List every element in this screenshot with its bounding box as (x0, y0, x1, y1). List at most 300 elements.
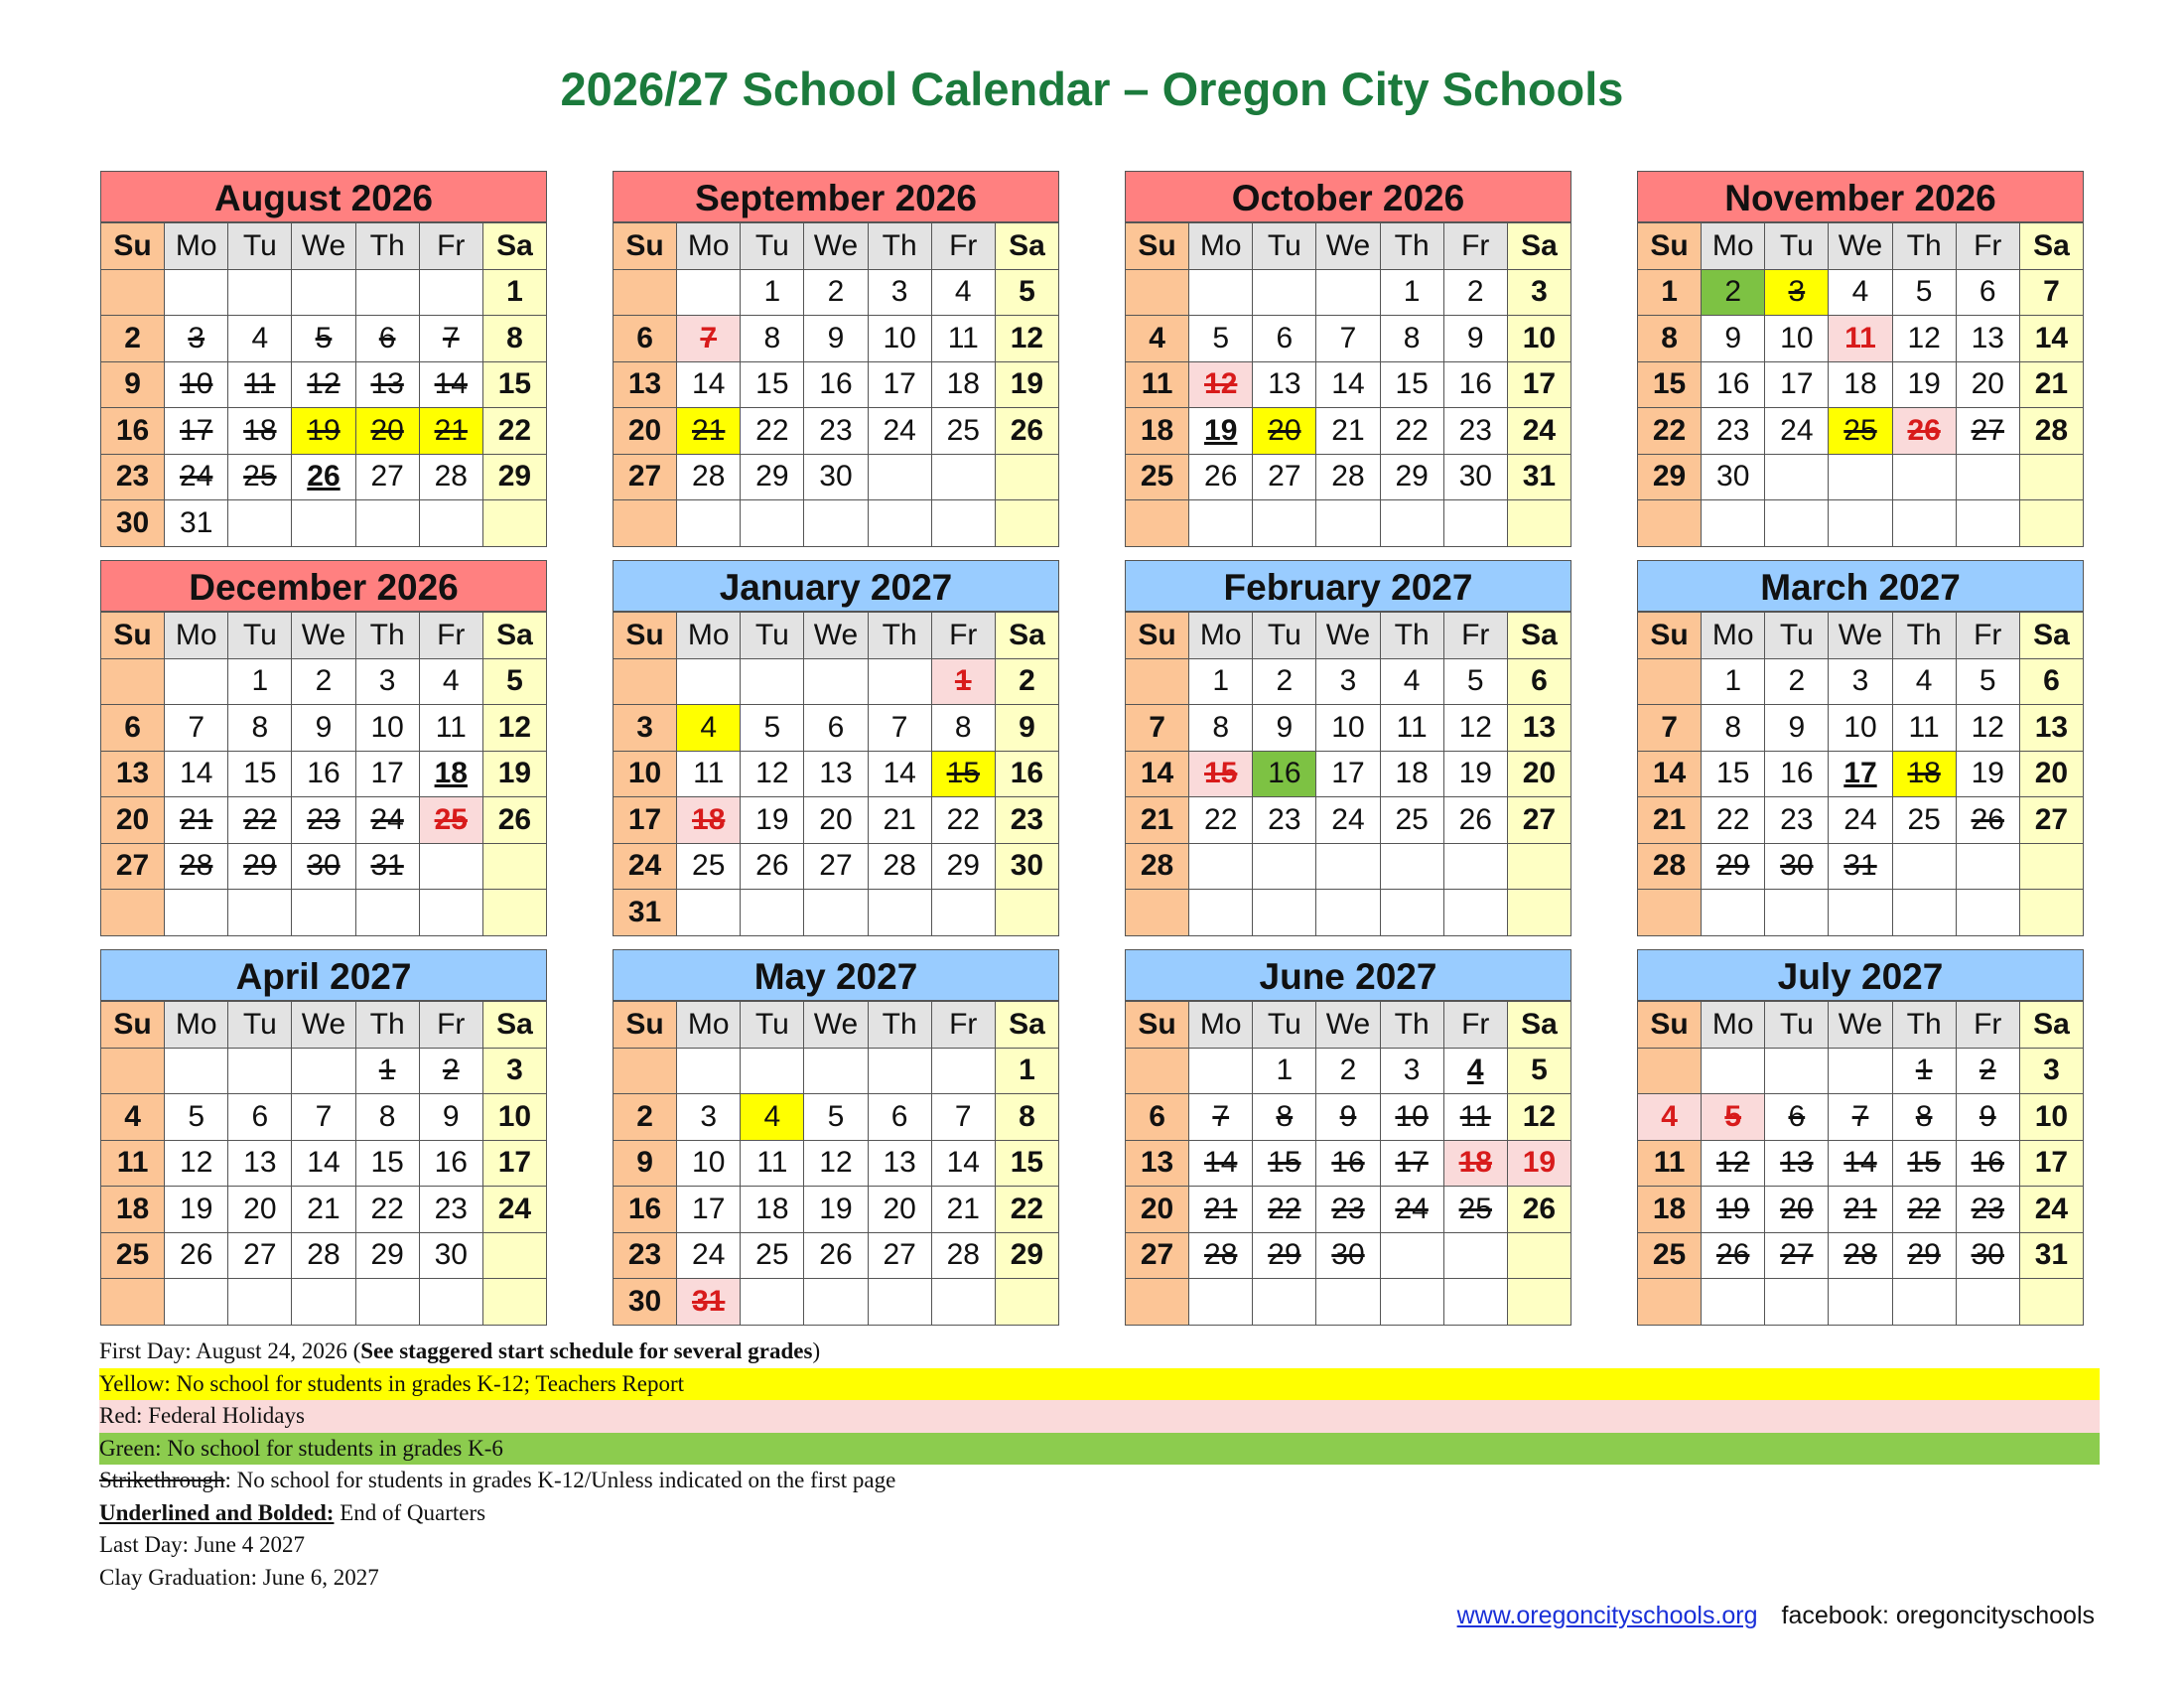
day-cell (1507, 269, 1570, 316)
day-cell (995, 705, 1058, 752)
day-number: 14 (1140, 757, 1174, 790)
day-number: 1 (1212, 664, 1230, 698)
day-cell (614, 751, 677, 797)
week-row (1638, 1048, 2084, 1094)
day-number: 6 (890, 1099, 908, 1133)
day-cell (868, 269, 931, 316)
day-number: 28 (883, 849, 916, 883)
week-row (614, 705, 1059, 752)
day-cell (355, 361, 419, 408)
day-cell (1638, 1048, 1702, 1094)
day-cell (931, 500, 995, 547)
week-row (1126, 1048, 1571, 1094)
day-number: 16 (434, 1146, 468, 1180)
day-cell (1443, 500, 1507, 547)
day-cell (1126, 1140, 1189, 1187)
weekday-label: Tu (741, 613, 804, 659)
day-cell (1892, 751, 1956, 797)
day-cell (677, 658, 741, 705)
day-number: 14 (2034, 321, 2069, 354)
week-row (1638, 1140, 2084, 1187)
day-cell (1956, 1048, 2019, 1094)
day-number: 25 (946, 413, 980, 447)
day-number: 14 (434, 367, 468, 401)
day-cell (101, 361, 165, 408)
day-number: 18 (1395, 757, 1429, 790)
day-cell (355, 316, 419, 362)
week-row (1126, 1279, 1571, 1326)
weekday-label: Mo (1189, 613, 1253, 659)
day-number: 23 (434, 1192, 468, 1225)
day-cell (101, 658, 165, 705)
day-number: 19 (497, 757, 532, 790)
weekday-label: Fr (1443, 613, 1507, 659)
day-number: 11 (693, 757, 725, 790)
day-cell (1892, 797, 1956, 844)
day-cell (995, 1187, 1058, 1233)
day-number: 25 (1907, 802, 1941, 836)
day-number: 13 (370, 367, 404, 401)
week-row (1638, 500, 2084, 547)
day-cell (1507, 1187, 1570, 1233)
day-number: 21 (307, 1192, 341, 1225)
legend-yellow: Yellow: No school for students in grades K-12; Teachers Report (99, 1368, 2100, 1401)
day-cell (1380, 705, 1443, 752)
day-cell (1316, 1140, 1380, 1187)
day-cell (1380, 1140, 1443, 1187)
week-row (1638, 797, 2084, 844)
day-number: 14 (883, 757, 916, 790)
day-number: 30 (1971, 1238, 2004, 1272)
day-number: 24 (1395, 1192, 1429, 1225)
day-cell (931, 843, 995, 890)
day-cell (165, 843, 228, 890)
day-number: 5 (1212, 321, 1230, 354)
day-number: 22 (946, 802, 980, 836)
day-cell (868, 1094, 931, 1141)
week-row (614, 1187, 1059, 1233)
day-cell (2019, 797, 2083, 844)
day-cell (1829, 408, 1892, 455)
day-number: 26 (497, 802, 532, 836)
day-number: 15 (1010, 1146, 1044, 1180)
day-cell (1638, 408, 1702, 455)
weekday-label: Fr (931, 1002, 995, 1049)
month-may-2027 (613, 949, 1059, 1326)
day-number: 27 (819, 849, 853, 883)
day-number: 13 (1780, 1146, 1814, 1180)
day-cell (355, 1048, 419, 1094)
day-cell (614, 1140, 677, 1187)
day-cell (1443, 797, 1507, 844)
day-cell (419, 1094, 482, 1141)
day-number: 5 (188, 1099, 205, 1133)
day-cell (1638, 1279, 1702, 1326)
day-number: 18 (115, 1192, 150, 1225)
day-cell (1507, 361, 1570, 408)
day-cell (101, 1232, 165, 1279)
day-cell (355, 1094, 419, 1141)
day-cell (1253, 1232, 1316, 1279)
day-number: 27 (115, 849, 150, 883)
day-number: 30 (819, 460, 853, 493)
day-cell (1443, 1048, 1507, 1094)
day-cell (1956, 890, 2019, 936)
week-row (1638, 1279, 2084, 1326)
website-link[interactable]: www.oregoncityschools.org (1456, 1602, 1758, 1629)
day-cell (228, 658, 292, 705)
day-cell (1253, 705, 1316, 752)
day-cell (931, 1094, 995, 1141)
day-cell (419, 454, 482, 500)
day-cell (1126, 408, 1189, 455)
week-row (1638, 361, 2084, 408)
weekday-label: We (804, 613, 868, 659)
day-cell (228, 797, 292, 844)
weekday-label: Su (101, 613, 165, 659)
day-cell (2019, 1279, 2083, 1326)
day-number: 15 (946, 757, 980, 790)
day-cell (1829, 1187, 1892, 1233)
day-cell (677, 269, 741, 316)
day-number: 22 (1716, 802, 1750, 836)
day-cell (741, 1140, 804, 1187)
weekday-label: Fr (419, 1002, 482, 1049)
day-cell (292, 890, 355, 936)
day-cell (101, 1048, 165, 1094)
day-number: 20 (1140, 1192, 1174, 1225)
day-number: 7 (442, 321, 460, 354)
weekday-label: Mo (677, 613, 741, 659)
week-row (1638, 843, 2084, 890)
day-cell (1126, 500, 1189, 547)
day-number: 3 (1403, 1054, 1421, 1087)
day-cell (931, 361, 995, 408)
day-cell (292, 1048, 355, 1094)
day-number: 7 (890, 710, 908, 744)
weekday-label: Su (614, 1002, 677, 1049)
day-number: 25 (434, 802, 468, 836)
week-row (1126, 658, 1571, 705)
week-row (1638, 408, 2084, 455)
day-number: 14 (307, 1146, 341, 1180)
day-cell (228, 1094, 292, 1141)
day-cell (614, 890, 677, 936)
day-cell (677, 751, 741, 797)
day-number: 13 (1522, 710, 1557, 744)
day-cell (228, 1279, 292, 1326)
day-cell (677, 1094, 741, 1141)
day-number: 3 (1531, 275, 1548, 309)
day-cell (1702, 1094, 1765, 1141)
day-number: 19 (180, 1192, 213, 1225)
day-cell (931, 1232, 995, 1279)
day-number: 30 (1780, 849, 1814, 883)
day-cell (995, 1279, 1058, 1326)
day-cell (1189, 1279, 1253, 1326)
day-cell (1189, 1232, 1253, 1279)
day-cell (165, 1048, 228, 1094)
week-row (1638, 1187, 2084, 1233)
day-number: 17 (370, 757, 404, 790)
day-number: 25 (1652, 1238, 1687, 1272)
day-number: 1 (1915, 1054, 1933, 1087)
day-cell (1638, 1232, 1702, 1279)
day-number: 12 (180, 1146, 213, 1180)
day-cell (1765, 316, 1829, 362)
weekday-label: We (1829, 223, 1892, 270)
day-cell (1189, 1140, 1253, 1187)
day-number: 18 (434, 757, 468, 790)
day-number: 15 (1716, 757, 1750, 790)
day-number: 22 (1907, 1192, 1941, 1225)
day-cell (614, 361, 677, 408)
day-cell (1765, 1094, 1829, 1141)
day-cell (101, 797, 165, 844)
day-cell (1126, 1094, 1189, 1141)
week-row (1638, 705, 2084, 752)
day-cell (292, 1279, 355, 1326)
day-number: 8 (506, 321, 523, 354)
day-number: 30 (1010, 849, 1044, 883)
day-cell (1443, 408, 1507, 455)
day-number: 12 (307, 367, 341, 401)
day-cell (1765, 361, 1829, 408)
day-number: 29 (946, 849, 980, 883)
day-number: 28 (307, 1238, 341, 1272)
day-number: 25 (1395, 802, 1429, 836)
day-number: 28 (1843, 1238, 1877, 1272)
day-cell (1892, 269, 1956, 316)
day-cell (1253, 843, 1316, 890)
day-cell (1507, 1232, 1570, 1279)
day-cell (677, 408, 741, 455)
day-number: 27 (1140, 1238, 1174, 1272)
day-cell (228, 1140, 292, 1187)
day-number: 25 (243, 460, 277, 493)
week-row (614, 1094, 1059, 1141)
weekday-header-row (1126, 223, 1571, 270)
day-cell (1956, 408, 2019, 455)
day-cell (1253, 751, 1316, 797)
day-number: 24 (627, 849, 662, 883)
day-cell (741, 705, 804, 752)
day-cell (292, 500, 355, 547)
day-cell (868, 890, 931, 936)
day-cell (677, 1187, 741, 1233)
day-cell (1443, 890, 1507, 936)
day-cell (228, 316, 292, 362)
day-number: 3 (506, 1054, 523, 1087)
day-number: 27 (1780, 1238, 1814, 1272)
day-number: 28 (946, 1238, 980, 1272)
day-cell (995, 361, 1058, 408)
day-number: 18 (692, 802, 726, 836)
day-number: 3 (1788, 275, 1806, 309)
weekday-label: Sa (995, 613, 1058, 659)
day-cell (482, 316, 546, 362)
week-row (1638, 1094, 2084, 1141)
day-cell (1765, 1140, 1829, 1187)
day-number: 4 (1403, 664, 1421, 698)
day-number: 23 (1971, 1192, 2004, 1225)
weekday-label: Mo (1702, 223, 1765, 270)
day-cell (165, 1232, 228, 1279)
day-cell (482, 658, 546, 705)
day-cell (1702, 269, 1765, 316)
day-number: 5 (1019, 275, 1035, 309)
day-cell (614, 658, 677, 705)
day-cell (228, 454, 292, 500)
day-number: 12 (755, 757, 789, 790)
day-number: 28 (1652, 849, 1687, 883)
day-number: 6 (124, 710, 141, 744)
day-number: 31 (1843, 849, 1877, 883)
day-cell (101, 408, 165, 455)
day-cell (1892, 500, 1956, 547)
day-cell (228, 705, 292, 752)
weekday-header-row (101, 613, 547, 659)
day-number: 20 (1268, 413, 1301, 447)
month-march-2027 (1637, 560, 2084, 936)
day-cell (1765, 500, 1829, 547)
day-number: 7 (1851, 1099, 1869, 1133)
day-cell (355, 797, 419, 844)
day-number: 2 (1724, 275, 1742, 309)
day-number: 29 (1268, 1238, 1301, 1272)
day-number: 23 (307, 802, 341, 836)
day-number: 9 (1339, 1099, 1357, 1133)
week-row (614, 890, 1059, 936)
day-number: 15 (1268, 1146, 1301, 1180)
day-number: 3 (890, 275, 908, 309)
day-cell (931, 1187, 995, 1233)
day-cell (355, 454, 419, 500)
day-cell (741, 1279, 804, 1326)
week-row (614, 1279, 1059, 1326)
day-cell (614, 797, 677, 844)
day-cell (101, 751, 165, 797)
week-row (1126, 843, 1571, 890)
day-number: 12 (1458, 710, 1492, 744)
day-number: 10 (1522, 321, 1557, 354)
day-cell (1638, 1140, 1702, 1187)
day-number: 1 (763, 275, 781, 309)
day-number: 28 (692, 460, 726, 493)
month-title: August 2026 (100, 171, 547, 222)
day-cell (804, 890, 868, 936)
day-cell (1702, 705, 1765, 752)
day-cell (614, 1279, 677, 1326)
day-cell (677, 361, 741, 408)
day-number: 25 (1458, 1192, 1492, 1225)
day-number: 4 (763, 1099, 781, 1133)
day-number: 29 (243, 849, 277, 883)
day-cell (1892, 1187, 1956, 1233)
weekday-label: Tu (228, 223, 292, 270)
day-number: 2 (827, 275, 845, 309)
day-number: 27 (1971, 413, 2004, 447)
day-cell (1829, 500, 1892, 547)
week-row (1126, 705, 1571, 752)
week-row (1126, 797, 1571, 844)
day-cell (482, 1048, 546, 1094)
day-cell (868, 454, 931, 500)
day-number: 21 (2034, 367, 2069, 401)
weekday-header-row (101, 1002, 547, 1049)
day-number: 2 (1979, 1054, 1996, 1087)
day-cell (1189, 1187, 1253, 1233)
day-number: 8 (954, 710, 972, 744)
day-number: 26 (1907, 413, 1941, 447)
day-cell (1316, 269, 1380, 316)
week-row (101, 797, 547, 844)
day-cell (2019, 1048, 2083, 1094)
day-number: 30 (1458, 460, 1492, 493)
day-cell (101, 269, 165, 316)
day-cell (741, 1048, 804, 1094)
day-cell (2019, 705, 2083, 752)
day-number: 16 (1458, 367, 1492, 401)
day-cell (1189, 408, 1253, 455)
day-cell (741, 454, 804, 500)
weekday-label: We (292, 1002, 355, 1049)
day-cell (1829, 1232, 1892, 1279)
day-number: 18 (243, 413, 277, 447)
day-number: 31 (627, 895, 662, 928)
day-number: 10 (1780, 321, 1814, 354)
day-cell (355, 1140, 419, 1187)
weekday-label: Su (1126, 1002, 1189, 1049)
day-cell (931, 408, 995, 455)
day-cell (868, 658, 931, 705)
day-number: 10 (692, 1146, 726, 1180)
day-cell (1702, 1187, 1765, 1233)
day-number: 20 (627, 413, 662, 447)
day-cell (741, 500, 804, 547)
day-number: 24 (1331, 802, 1365, 836)
day-number: 8 (1212, 710, 1230, 744)
week-row (101, 1048, 547, 1094)
day-cell (1702, 454, 1765, 500)
day-number: 1 (378, 1054, 396, 1087)
day-number: 29 (1010, 1238, 1044, 1272)
day-cell (1892, 454, 1956, 500)
month-title: November 2026 (1637, 171, 2084, 222)
week-row (1126, 316, 1571, 362)
week-row (614, 316, 1059, 362)
day-cell (1316, 500, 1380, 547)
day-cell (1765, 1048, 1829, 1094)
week-row (1638, 454, 2084, 500)
day-number: 4 (251, 321, 269, 354)
day-number: 6 (1788, 1099, 1806, 1133)
day-number: 12 (1907, 321, 1941, 354)
week-row (101, 361, 547, 408)
day-number: 9 (1466, 321, 1484, 354)
weekday-label: Mo (165, 613, 228, 659)
day-number: 24 (1780, 413, 1814, 447)
day-number: 26 (1522, 1192, 1557, 1225)
weekday-label: Su (614, 613, 677, 659)
day-number: 27 (243, 1238, 277, 1272)
day-number: 12 (1010, 321, 1044, 354)
weekday-label: Fr (1956, 1002, 2019, 1049)
day-number: 6 (636, 321, 653, 354)
day-number: 7 (1339, 321, 1357, 354)
day-number: 9 (1276, 710, 1294, 744)
day-number: 26 (307, 460, 341, 493)
